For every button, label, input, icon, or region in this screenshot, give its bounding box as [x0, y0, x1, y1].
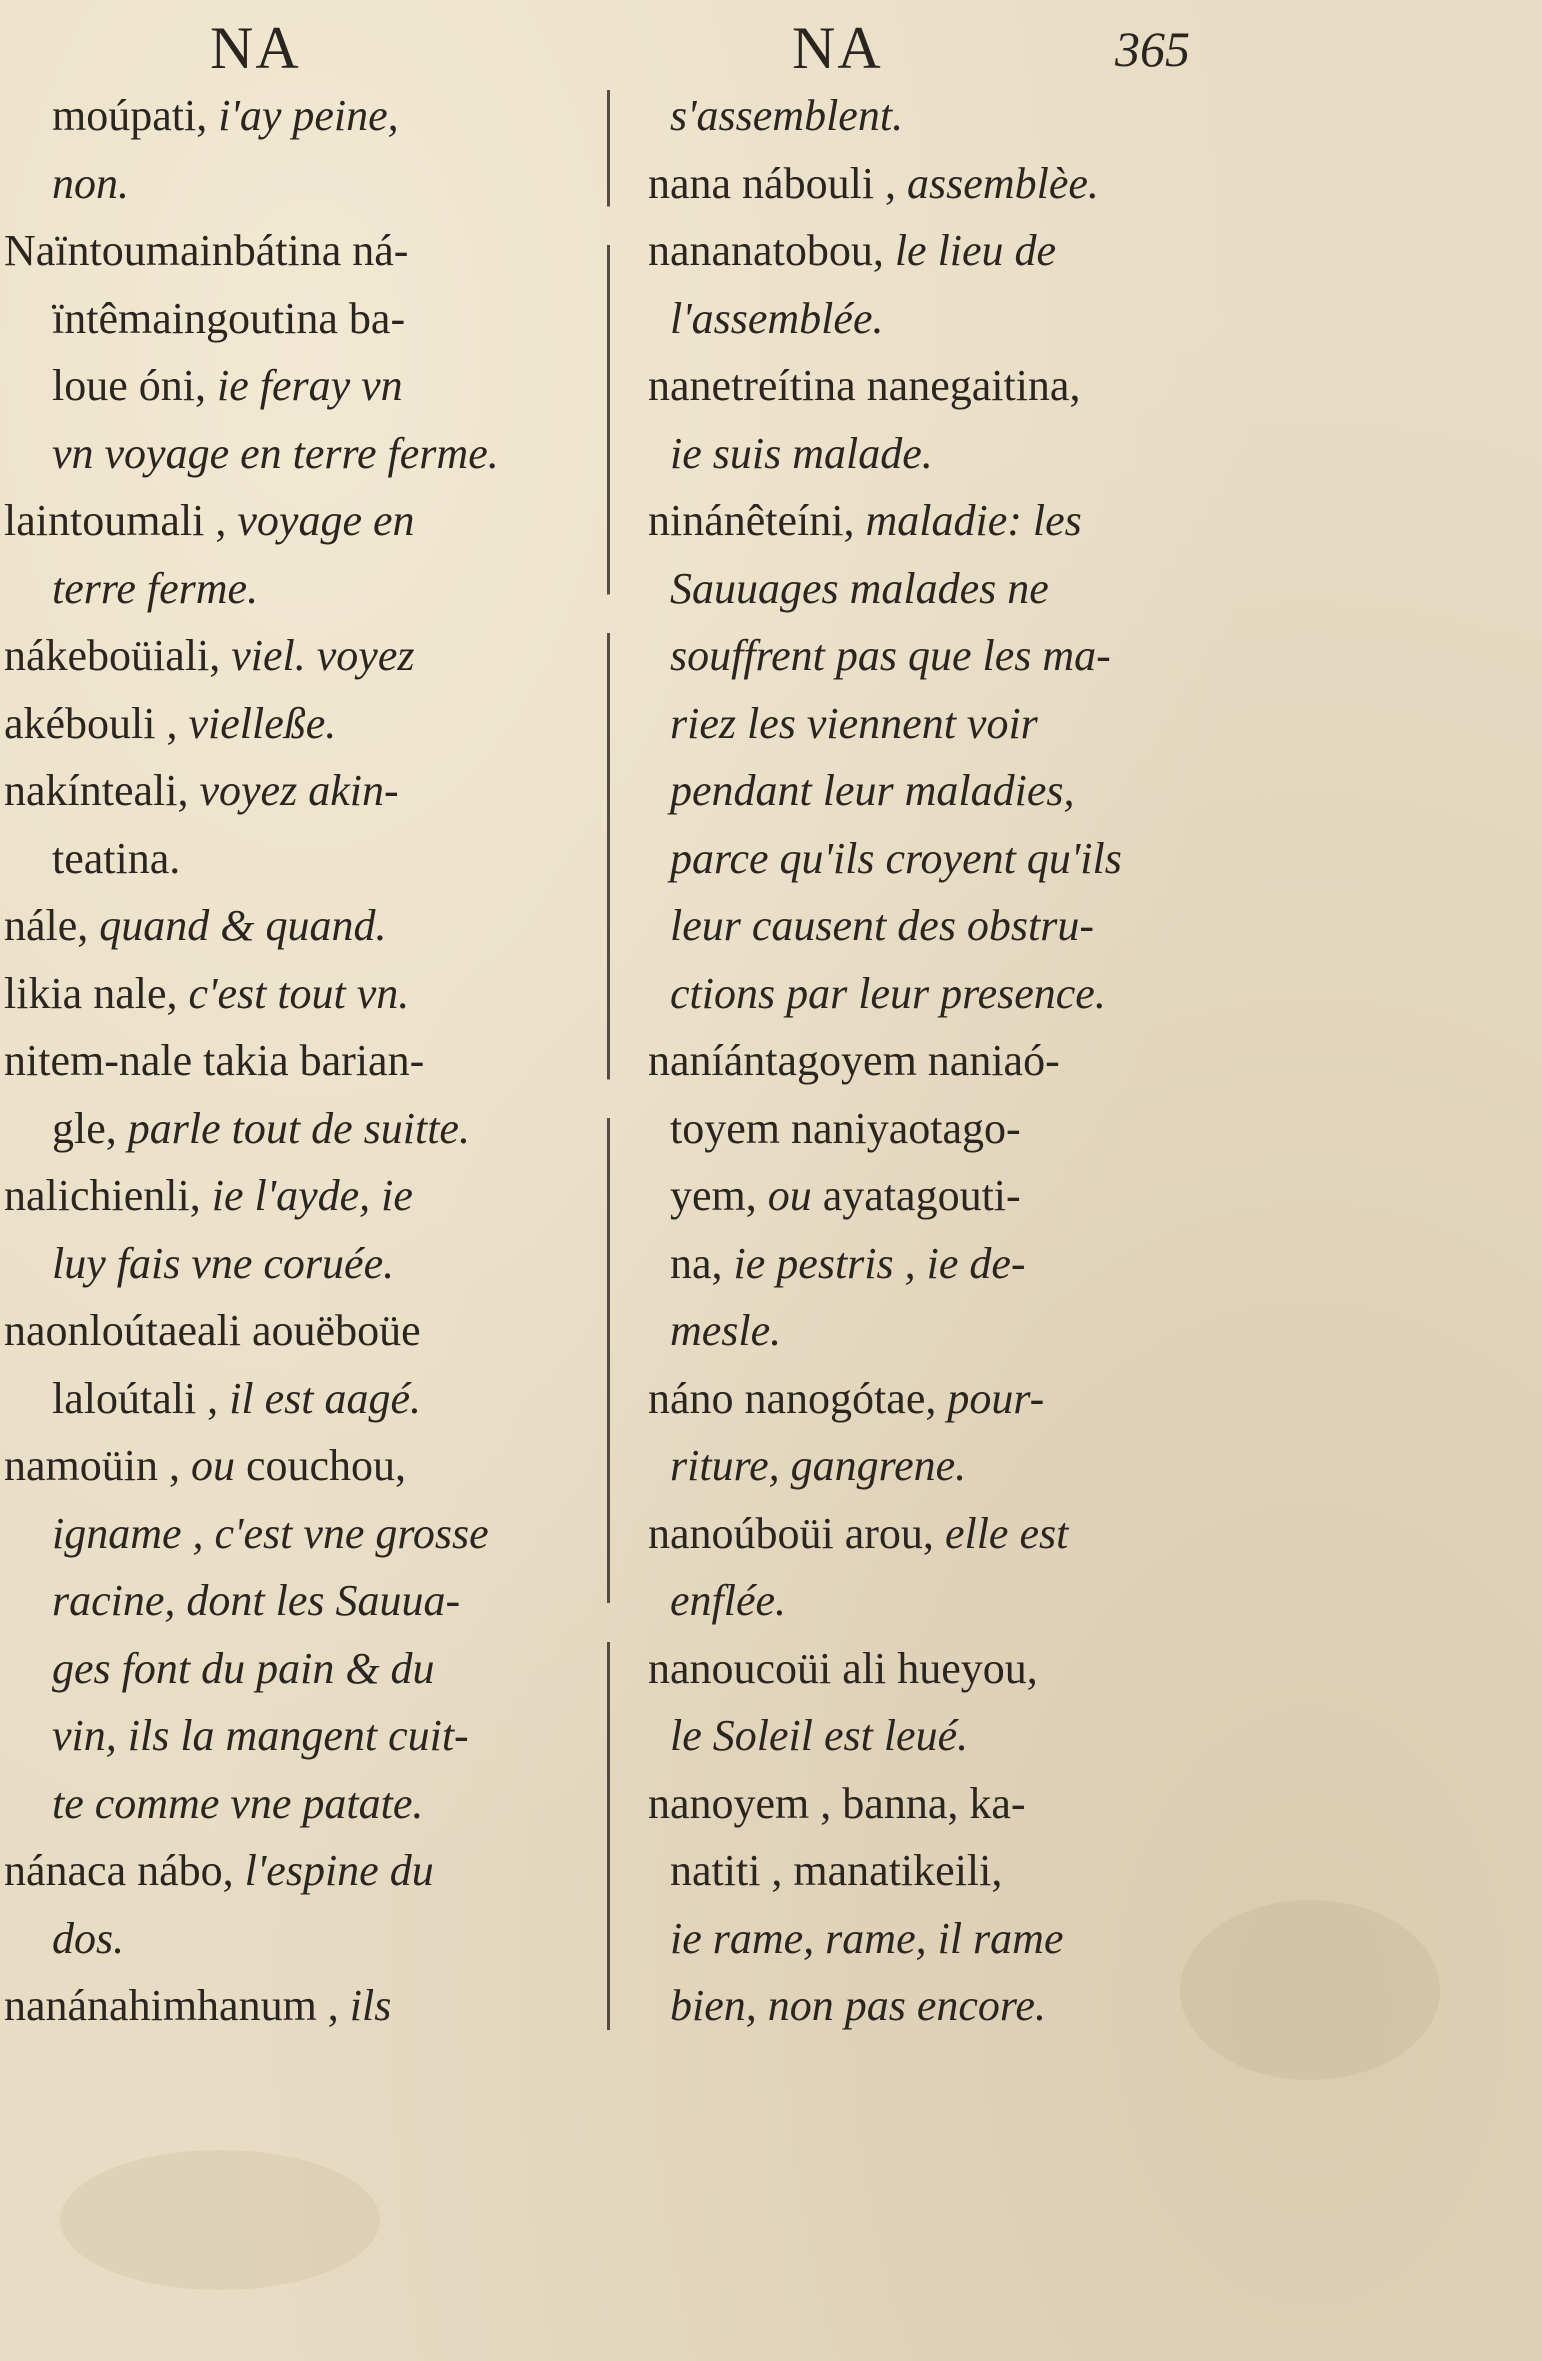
dictionary-line	[4, 825, 604, 893]
dictionary-line	[622, 1635, 1232, 1703]
french-gloss: ie rame, rame, il rame	[670, 1913, 1064, 1963]
french-gloss: parle tout de suitte.	[127, 1103, 470, 1153]
dictionary-line	[4, 1297, 604, 1365]
native-term: nakínteali,	[4, 766, 200, 815]
native-term: loue óni,	[52, 361, 217, 410]
dictionary-line	[4, 352, 604, 420]
french-gloss: Sauuages malades ne	[670, 563, 1049, 613]
dictionary-line	[4, 1500, 604, 1568]
native-term: nananatobou,	[648, 226, 895, 275]
dictionary-line	[4, 555, 604, 623]
native-term: natiti , manatikeili,	[670, 1846, 1003, 1895]
dictionary-line	[4, 960, 604, 1028]
dictionary-line	[622, 352, 1232, 420]
left-column	[4, 82, 604, 2040]
dictionary-line	[4, 1365, 604, 1433]
dictionary-line	[4, 1027, 604, 1095]
dictionary-line	[4, 1095, 604, 1163]
dictionary-line	[4, 1230, 604, 1298]
dictionary-line	[622, 217, 1232, 285]
dictionary-line	[4, 487, 604, 555]
native-term: naníántagoyem naniaó-	[648, 1036, 1060, 1085]
french-gloss: pour-	[947, 1373, 1045, 1423]
dictionary-line	[4, 622, 604, 690]
french-gloss: bien, non pas encore.	[670, 1981, 1046, 2030]
dictionary-line	[622, 892, 1232, 960]
french-gloss: luy fais vne coruée.	[52, 1238, 395, 1288]
dictionary-line	[622, 1500, 1232, 1568]
dictionary-line	[4, 1837, 604, 1905]
french-gloss: s'assemblent.	[670, 91, 904, 140]
dictionary-line	[622, 1297, 1232, 1365]
french-gloss: assemblèe.	[907, 158, 1099, 208]
dictionary-line	[4, 1702, 604, 1770]
native-term: nále,	[4, 901, 100, 950]
french-gloss: ges font du pain & du	[52, 1643, 435, 1693]
native-term: na,	[670, 1238, 734, 1288]
native-term: nana nábouli ,	[648, 158, 908, 208]
french-gloss: te comme vne patate.	[52, 1778, 424, 1828]
dictionary-line	[4, 757, 604, 825]
dictionary-line	[622, 487, 1232, 555]
native-term: nákeboüiali,	[4, 631, 232, 680]
french-gloss: racine, dont les Sauua-	[52, 1576, 461, 1625]
native-term: gle,	[52, 1103, 128, 1153]
french-gloss: vin, ils la mangent cuit-	[52, 1711, 469, 1760]
dictionary-line	[622, 960, 1232, 1028]
french-gloss: ctions par leur presence.	[670, 968, 1106, 1018]
native-term: laintoumali ,	[4, 496, 238, 545]
french-gloss: le Soleil est leué.	[670, 1711, 969, 1760]
dictionary-line	[4, 1972, 604, 2040]
french-gloss: mesle.	[670, 1306, 782, 1355]
native-term: náno nanogótae,	[648, 1373, 948, 1423]
native-term: teatina.	[52, 833, 181, 883]
native-term: yem,	[670, 1171, 768, 1220]
french-gloss: vn voyage en terre ferme.	[52, 428, 499, 478]
french-gloss: ils	[349, 1981, 392, 2030]
french-gloss: viel. voyez	[231, 631, 415, 680]
french-gloss: maladie: les	[865, 496, 1082, 545]
french-gloss: c'est tout vn.	[188, 968, 410, 1018]
paper-stain	[60, 2150, 380, 2290]
french-gloss: terre ferme.	[52, 563, 259, 613]
dictionary-line	[4, 892, 604, 960]
french-gloss: ou	[190, 1441, 235, 1490]
french-gloss: leur causent des obstru-	[670, 901, 1095, 950]
dictionary-line	[622, 82, 1232, 150]
dictionary-line	[622, 690, 1232, 758]
french-gloss: ie l'ayde, ie	[211, 1171, 413, 1220]
dictionary-line	[4, 690, 604, 758]
dictionary-line	[4, 217, 604, 285]
french-gloss: souffrent pas que les ma-	[670, 631, 1111, 680]
dictionary-line	[622, 1230, 1232, 1298]
right-column	[622, 82, 1232, 2040]
french-gloss: l'espine du	[244, 1846, 434, 1895]
dictionary-line	[4, 420, 604, 488]
french-gloss: dos.	[52, 1913, 125, 1963]
dictionary-line	[622, 757, 1232, 825]
native-term: naonloútaeali aouëboüe	[4, 1306, 421, 1355]
native-term: likia nale,	[4, 968, 189, 1018]
dictionary-line	[4, 1162, 604, 1230]
native-term: toyem naniyaotago-	[670, 1103, 1021, 1153]
column-rule	[607, 90, 610, 2030]
native-term: namoüin ,	[4, 1441, 191, 1490]
french-gloss: riez les viennent voir	[670, 698, 1038, 748]
french-gloss: il est aagé.	[229, 1373, 422, 1423]
dictionary-line	[622, 1432, 1232, 1500]
native-term: ninánêteíni,	[648, 496, 866, 545]
french-gloss: le lieu de	[894, 226, 1057, 275]
native-term: ayatagouti-	[811, 1171, 1021, 1220]
native-term: nanetreítina nanegaitina,	[648, 361, 1081, 410]
native-term: Naïntoumainbátina ná-	[4, 226, 409, 275]
running-head	[0, 14, 1542, 84]
dictionary-line	[622, 1905, 1232, 1973]
french-gloss: elle est	[944, 1508, 1069, 1558]
french-gloss: igname , c'est vne grosse	[52, 1508, 489, 1558]
french-gloss: l'assemblée.	[670, 293, 884, 343]
french-gloss: enflée.	[670, 1576, 787, 1625]
dictionary-line	[622, 555, 1232, 623]
native-term: laloútali ,	[52, 1373, 230, 1423]
native-term: nanánahimhanum ,	[4, 1981, 350, 2030]
french-gloss: ie pestris , ie de-	[733, 1238, 1026, 1288]
native-term: ïntêmaingoutina ba-	[52, 293, 406, 343]
french-gloss: quand & quand.	[99, 901, 387, 950]
dictionary-line	[622, 825, 1232, 893]
dictionary-line	[622, 1162, 1232, 1230]
french-gloss: riture, gangrene.	[670, 1441, 967, 1490]
native-term: nanoucoüi ali hueyou,	[648, 1643, 1038, 1693]
dictionary-line	[622, 1702, 1232, 1770]
dictionary-line	[622, 1365, 1232, 1433]
dictionary-line	[622, 150, 1232, 218]
dictionary-line	[622, 1770, 1232, 1838]
native-term: nanoyem , banna, ka-	[648, 1778, 1026, 1828]
french-gloss: voyez akin-	[199, 766, 399, 815]
dictionary-line	[622, 622, 1232, 690]
dictionary-line	[4, 150, 604, 218]
french-gloss: ie suis malade.	[670, 428, 933, 478]
native-term: moúpati,	[52, 91, 219, 140]
page-number: 365	[1115, 21, 1190, 77]
french-gloss: ie feray vn	[216, 361, 403, 410]
french-gloss: non.	[52, 158, 129, 208]
dictionary-line	[622, 285, 1232, 353]
native-term: couchou,	[234, 1441, 407, 1490]
native-term: nitem-nale takia barian-	[4, 1036, 425, 1085]
dictionary-line	[4, 1432, 604, 1500]
french-gloss: ou	[767, 1171, 812, 1220]
native-term: nalichienli,	[4, 1171, 212, 1220]
running-head-left: NA	[210, 15, 301, 81]
dictionary-line	[622, 1095, 1232, 1163]
dictionary-line	[4, 1567, 604, 1635]
dictionary-line	[622, 1972, 1232, 2040]
running-head-center: NA	[792, 15, 883, 81]
dictionary-line	[4, 1635, 604, 1703]
french-gloss: vielleße.	[188, 698, 337, 748]
french-gloss: voyage en	[237, 496, 415, 545]
dictionary-line	[622, 1567, 1232, 1635]
dictionary-line	[622, 1837, 1232, 1905]
dictionary-line	[4, 82, 604, 150]
dictionary-line	[622, 420, 1232, 488]
dictionary-line	[4, 285, 604, 353]
french-gloss: i'ay peine,	[218, 91, 399, 140]
dictionary-line	[622, 1027, 1232, 1095]
dictionary-line	[4, 1905, 604, 1973]
native-term: nánaca nábo,	[4, 1846, 245, 1895]
native-term: akébouli ,	[4, 698, 189, 748]
french-gloss: parce qu'ils croyent qu'ils	[670, 833, 1122, 883]
french-gloss: pendant leur maladies,	[670, 766, 1075, 815]
dictionary-line	[4, 1770, 604, 1838]
native-term: nanoúboüi arou,	[648, 1508, 945, 1558]
